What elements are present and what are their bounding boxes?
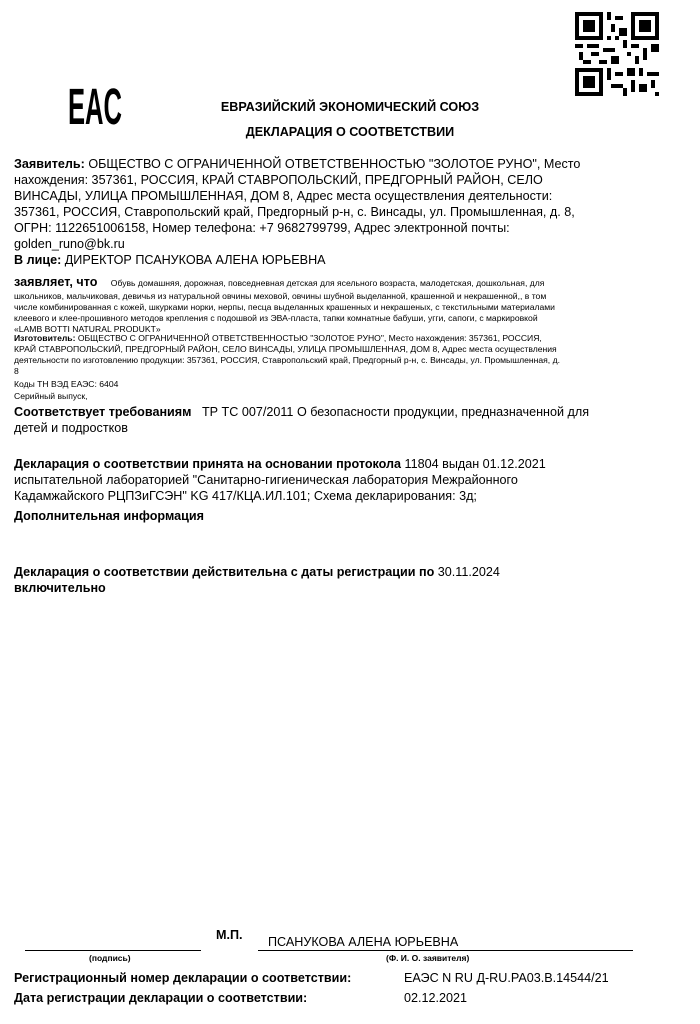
declares-text-1: Обувь домашняя, дорожная, повседневная детская для ясельного возраста, малодетская, дошкольная, для <box>110 278 545 288</box>
name-caption: (Ф. И. О. заявителя) <box>386 953 470 963</box>
validity-date: 30.11.2024 <box>437 565 500 579</box>
declares-line-4: клеевого и клее-прошивного методов крепления с подошвой из ЭВА-пласта, тапки комнатные бабуши, угги, сапоги, с маркировкой <box>14 313 538 323</box>
basis-label: Декларация о соответствии принята на основании протокола <box>14 457 402 471</box>
compliance-line-2: детей и подростков <box>14 421 128 435</box>
manufacturer-line-3: деятельности по изготовлению продукции: 357361, РОССИЯ, Ставропольский край, Предгорный р-н, с. Винсады, ул. Промышленная, д. <box>14 355 560 365</box>
qr-code <box>575 12 659 96</box>
manufacturer-label: Изготовитель: <box>14 333 76 343</box>
applicant-label: Заявитель: <box>14 157 85 171</box>
applicant-name: ПСАНУКОВА АЛЕНА ЮРЬЕВНА <box>268 935 459 949</box>
codes-line: Коды ТН ВЭД ЕАЭС: 6404 <box>14 379 119 389</box>
reg-date-value: 02.12.2021 <box>404 991 468 1005</box>
applicant-line-4: 357361, РОССИЯ, Ставропольский край, Предгорный р-н, с. Винсады, ул. Промышленная, д. 8, <box>14 205 575 219</box>
compliance-text-1: ТР ТС 007/2011 О безопасности продукции, предназначенной для <box>201 405 590 419</box>
serial-line: Серийный выпуск, <box>14 391 88 401</box>
eac-mark-text: EAC <box>68 78 122 135</box>
applicant-line-2: нахождения: 357361, РОССИЯ, КРАЙ СТАВРОПОЛЬСКИЙ, ПРЕДГОРНЫЙ РАЙОН, СЕЛО <box>14 173 543 187</box>
basis-text-1: 11804 выдан 01.12.2021 <box>404 457 546 471</box>
validity-block <box>14 564 664 596</box>
document-title: ДЕКЛАРАЦИЯ О СООТВЕТСТВИИ <box>245 125 455 139</box>
reg-number-label: Регистрационный номер декларации о соответствии: <box>14 971 352 985</box>
applicant-block <box>14 156 664 252</box>
reg-date-label: Дата регистрации декларации о соответствии: <box>14 991 308 1005</box>
union-title: ЕВРАЗИЙСКИЙ ЭКОНОМИЧЕСКИЙ СОЮЗ <box>220 100 480 114</box>
basis-line-2: испытательной лабораторией "Санитарно-гигиеническая лаборатория Межрайонного <box>14 473 518 487</box>
applicant-line-3: ВИНСАДЫ, УЛИЦА ПРОМЫШЛЕННАЯ, ДОМ 8, Адрес места осуществления деятельности: <box>14 189 553 203</box>
compliance-block <box>14 404 664 436</box>
stamp-place-label: М.П. <box>216 928 243 942</box>
validity-label: Декларация о соответствии действительна с даты регистрации по <box>14 565 435 579</box>
name-line <box>258 950 633 951</box>
declares-line-3: числе комбинированная с кожей, шкурками норки, нерпы, песца выделанных крашенных и некрашеных, с текстильными материалами <box>14 302 555 312</box>
basis-line-3: Кадамжайского РЦПЗиГСЭН" KG 417/КЦА.ИЛ.101; Схема декларирования: 3д; <box>14 489 477 503</box>
declares-line-5: «LAMB BOTTI NATURAL PRODUKT» <box>14 324 161 334</box>
manufacturer-line-2: КРАЙ СТАВРОПОЛЬСКИЙ, ПРЕДГОРНЫЙ РАЙОН, СЕЛО ВИНСАДЫ, УЛИЦА ПРОМЫШЛЕННАЯ, ДОМ 8, Адрес места осуществления <box>14 344 557 354</box>
applicant-text-1: ОБЩЕСТВО С ОГРАНИЧЕННОЙ ОТВЕТСТВЕННОСТЬЮ "ЗОЛОТОЕ РУНО", Место <box>88 157 581 171</box>
signature-line <box>25 950 201 951</box>
applicant-line-6: golden_runo@bk.ru <box>14 237 125 251</box>
manufacturer-text-1: ОБЩЕСТВО С ОГРАНИЧЕННОЙ ОТВЕТСТВЕННОСТЬЮ "ЗОЛОТОЕ РУНО", Место нахождения: 357361, РОССИЯ, <box>77 333 542 343</box>
declares-block <box>14 273 664 335</box>
manufacturer-line-4: 8 <box>14 366 19 376</box>
declares-line-2: школьников, мальчиковая, девичья из натуральной овчины меховой, овчины шубной выделанной, крашенной и некрашенной,, в том <box>14 291 547 301</box>
representative-value: ДИРЕКТОР ПСАНУКОВА АЛЕНА ЮРЬЕВНА <box>64 253 326 267</box>
signature-caption: (подпись) <box>89 953 131 963</box>
basis-block <box>14 456 664 504</box>
representative-line <box>14 252 326 268</box>
reg-number-value: ЕАЭС N RU Д-RU.PA03.B.14544/21 <box>404 971 609 985</box>
manufacturer-block <box>14 333 664 377</box>
compliance-label: Соответствует требованиям <box>14 405 192 419</box>
additional-info-label: Дополнительная информация <box>14 509 204 523</box>
applicant-line-5: ОГРН: 1122651006158, Номер телефона: +7 9682799799, Адрес электронной почты: <box>14 221 510 235</box>
declares-label: заявляет, что <box>14 275 98 289</box>
validity-line-2: включительно <box>14 581 106 595</box>
representative-label: В лице: <box>14 253 62 267</box>
